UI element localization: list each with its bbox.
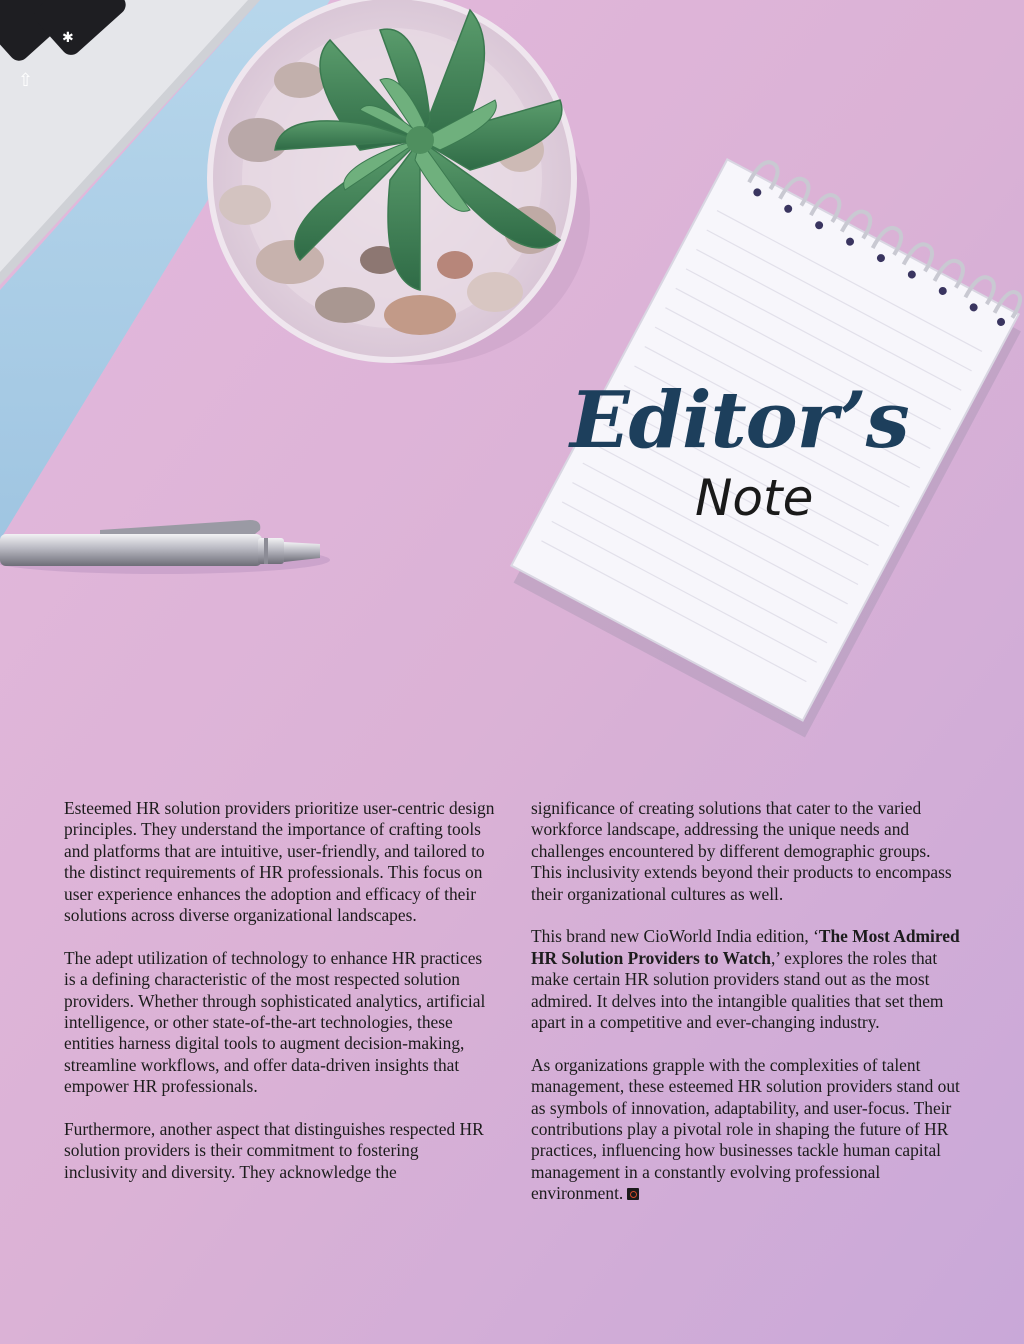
editors-note-heading [560,375,909,528]
succulent-pot [210,0,574,360]
paragraph: Furthermore, another aspect that distinguishes respected HR solution providers is their commitment to fostering inclusivity and diversity. They acknowledge the [64,1119,484,1182]
paragraph: Esteemed HR solution providers prioritize user-centric design principles. They understand the importance of crafting tools and platforms that are intuitive, user-friendly, and tailored to the distinct requirements of HR professionals. This focus on user experience enhances the adoption and efficacy of their solutions across diverse organizational landscapes. [64,798,495,926]
heading-main: Editor’s [570,375,909,466]
svg-text:⇧: ⇧ [18,70,34,91]
paragraph [531,926,961,1033]
heading-sub: Note [695,469,814,527]
article-column-left [64,798,496,1183]
paragraph: significance of creating solutions that cater to the varied workforce landscape, addressing the unique needs and challenges encountered by different demographic groups. This inclusivity extends beyond their products to encompass their organizational cultures as well. [531,798,952,904]
paragraph-text: As organizations grapple with the complexities of talent management, these esteemed HR solution providers stand out as symbols of innovation, adaptability, and user-focus. Their contributions play a pivotal role in shaping the future of HR practices, influencing how businesses tackle human capital management in a constantly evolving professional environment. [531,1054,960,1204]
paragraph: The adept utilization of technology to enhance HR practices is a defining characteristic of the most respected solution providers. Whether through sophisticated analytics, artificial intelligence, or other state-of-the-art technologies, these entities harness digital tools to augment decision-making, streamline workflows, and offer data-driven insights that empower HR professionals. [64,947,486,1097]
paragraph [531,1055,961,1205]
publication-end-mark-icon [627,1188,639,1200]
edition-title: The Most Admired HR Solution Providers to Watch [531,926,960,968]
svg-text:✱: ✱ [62,30,74,46]
paragraph-text: This brand new CioWorld India edition, ‘ [531,926,819,947]
paragraph-text: ,’ explores the roles that make certain HR solution providers stand out as the most admired. It delves into the intangible qualities that set them apart in a competitive and ever-changing industry. [531,947,944,1033]
article-column-right [531,798,961,1205]
